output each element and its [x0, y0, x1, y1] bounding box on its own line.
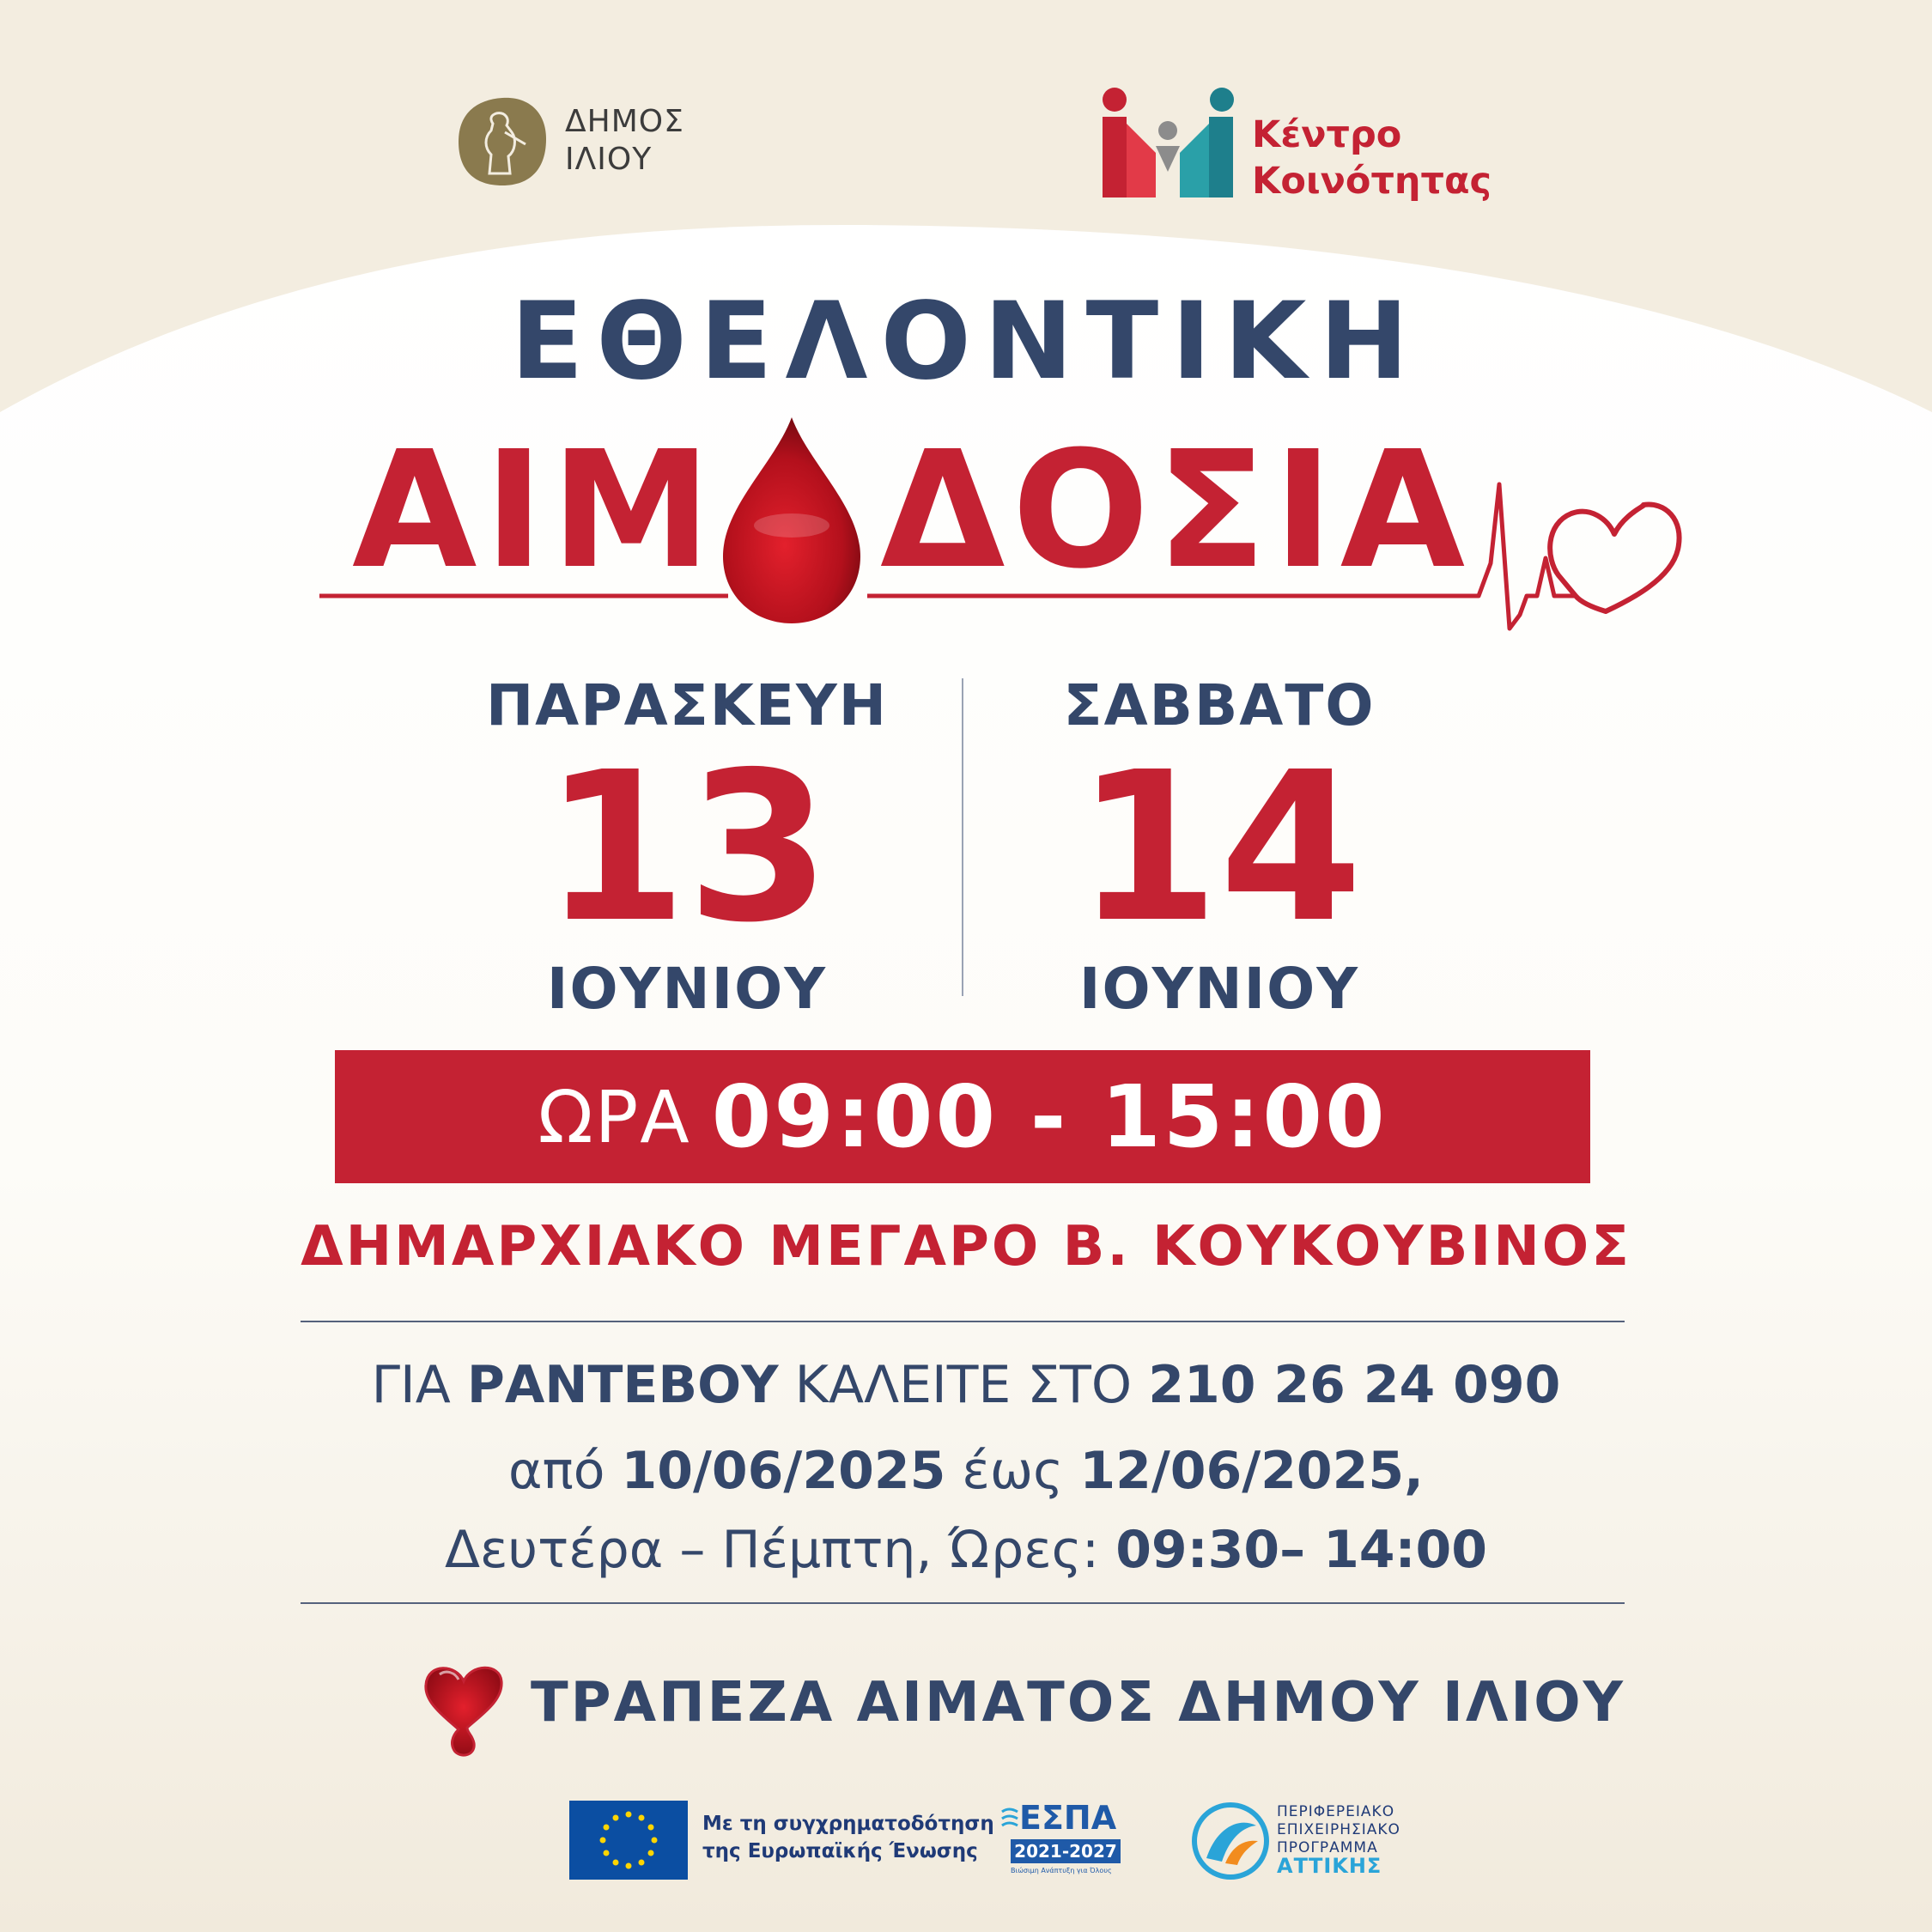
blood-bank	[421, 1647, 1625, 1759]
appointment-line3	[0, 1518, 1932, 1582]
kentro-line2: Κοινότητας	[1252, 160, 1492, 203]
espa-subtitle: Βιώσιμη Ανάπτυξη για Όλους	[1011, 1867, 1112, 1874]
day-number: 14	[1076, 727, 1363, 968]
title-volunteer: ΕΘΕΛΟΝΤΙΚΗ	[510, 280, 1422, 404]
date-saturday	[1013, 671, 1425, 1024]
divider-top	[301, 1321, 1625, 1322]
appointment-until: έως	[962, 1441, 1064, 1501]
appointment-line2	[0, 1439, 1932, 1503]
time-label: ΩΡΑ	[538, 1074, 691, 1159]
kentro-line1: Κέντρο	[1252, 113, 1402, 156]
pep-line4: ΑΤΤΙΚΗΣ	[1277, 1854, 1382, 1878]
appointment-from-date: 10/06/2025	[621, 1441, 946, 1501]
eu-text-line2: της Ευρωπαϊκής Ένωσης	[702, 1840, 978, 1862]
espa-logo	[1000, 1800, 1121, 1882]
statue-seal-icon	[455, 94, 550, 189]
phone-number: 210 26 24 090	[1148, 1355, 1561, 1415]
espa-wave-icon	[1000, 1807, 1019, 1832]
pep-line2: ΕΠΙΧΕΙΡΗΣΙΑΚΟ	[1277, 1821, 1400, 1838]
appointment-from-pre: από	[508, 1441, 605, 1501]
appointment-strong: ΡΑΝΤΕΒΟΥ	[466, 1355, 779, 1415]
divider-bottom	[301, 1602, 1625, 1604]
appointment-to-date: 12/06/2025,	[1079, 1441, 1424, 1501]
appointment-days: Δευτέρα – Πέμπτη, Ώρες:	[444, 1520, 1100, 1580]
eu-flag-icon	[569, 1801, 688, 1880]
attiki-program-icon	[1191, 1801, 1270, 1880]
appointment-line1	[0, 1353, 1932, 1417]
blood-bank-text: ΤΡΑΠΕΖΑ ΑΙΜΑΤΟΣ ΔΗΜΟΥ ΙΛΙΟΥ	[531, 1671, 1625, 1735]
pep-line3: ΠΡΟΓΡΑΜΜΑ	[1277, 1839, 1378, 1856]
dimos-line2: ΙΛΙΟΥ	[565, 142, 653, 177]
appointment-pre: ΓΙΑ	[371, 1355, 451, 1415]
appointment-hours: 09:30– 14:00	[1115, 1520, 1488, 1580]
pep-line1: ΠΕΡΙΦΕΡΕΙΑΚΟ	[1277, 1803, 1395, 1820]
day-name: ΣΑΒΒΑΤΟ	[1063, 672, 1376, 738]
time-banner	[335, 1050, 1590, 1183]
dimos-line1: ΔΗΜΟΣ	[565, 104, 684, 139]
day-name: ΠΑΡΑΣΚΕΥΗ	[485, 672, 889, 738]
title-part-right: ΔΟΣΙΑ	[880, 416, 1473, 605]
community-people-icon	[1099, 86, 1245, 202]
time-range: 09:00 - 15:00	[711, 1066, 1388, 1167]
espa-years: 2021-2027	[1011, 1839, 1121, 1863]
appointment-mid: ΚΑΛΕΙΤΕ ΣΤΟ	[794, 1355, 1133, 1415]
venue: ΔΗΜΑΡΧΙΑΚΟ ΜΕΓΑΡΟ Β. ΚΟΥΚΟΥΒΙΝΟΣ	[301, 1215, 1631, 1279]
espa-title: ΕΣΠΑ	[1019, 1799, 1117, 1837]
title-blood-donation	[0, 412, 1932, 635]
dimos-iliou-logo	[455, 94, 747, 189]
attiki-program-text	[1277, 1803, 1400, 1878]
date-divider	[962, 678, 963, 996]
day-number: 13	[544, 727, 830, 968]
title-part-left: ΑΙΜ	[352, 416, 719, 605]
eu-text-line1: Με τη συγχρηματοδότηση	[702, 1813, 994, 1835]
day-month: ΙΟΥΝΙΟΥ	[546, 956, 828, 1022]
date-friday	[481, 671, 893, 1024]
day-month: ΙΟΥΝΙΟΥ	[1078, 956, 1360, 1022]
blood-drop-icon	[714, 412, 869, 627]
heart-drop-icon	[421, 1647, 507, 1759]
eu-cofunding-text	[702, 1810, 994, 1865]
kentro-koinotitas-logo	[1099, 86, 1511, 202]
